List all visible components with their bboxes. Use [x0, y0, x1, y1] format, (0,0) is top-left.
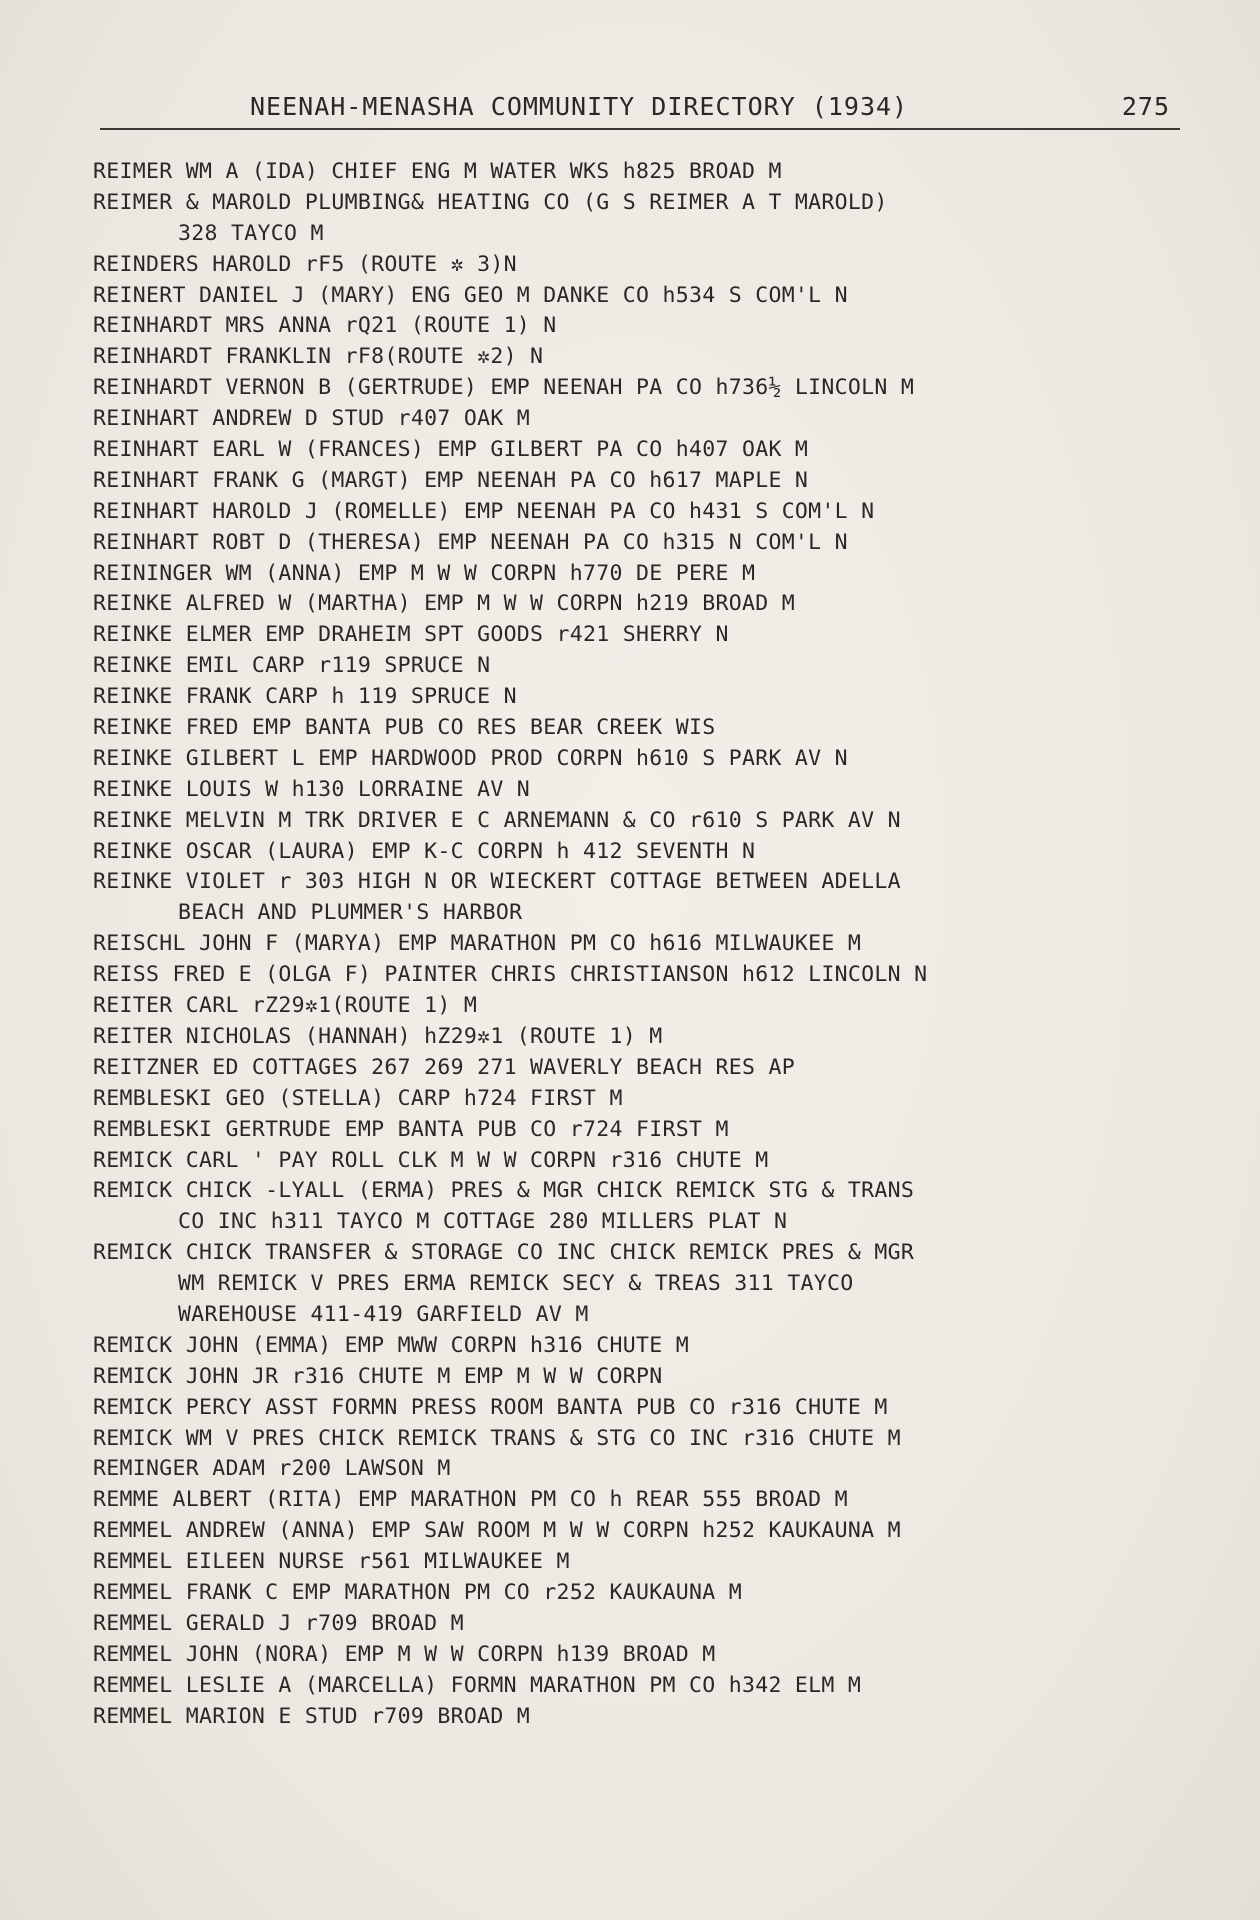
directory-entry: REMICK JOHN JR r316 CHUTE M EMP M W W CORPN [93, 1363, 663, 1389]
directory-entry: REINHART HAROLD J (ROMELLE) EMP NEENAH PA CO h431 S COM'L N [93, 498, 875, 524]
directory-entry: REMMEL LESLIE A (MARCELLA) FORMN MARATHON PM CO h342 ELM M [93, 1672, 862, 1698]
page-title: NEENAH-MENASHA COMMUNITY DIRECTORY (1934) [250, 92, 909, 121]
directory-entry: REMMEL FRANK C EMP MARATHON PM CO r252 KAUKAUNA M [93, 1579, 742, 1605]
directory-entry: REINKE OSCAR (LAURA) EMP K-C CORPN h 412 SEVENTH N [93, 838, 756, 864]
page-header [250, 92, 1170, 132]
directory-entry: REMICK PERCY ASST FORMN PRESS ROOM BANTA PUB CO r316 CHUTE M [93, 1394, 888, 1420]
directory-entry: REINKE MELVIN M TRK DRIVER E C ARNEMANN & CO r610 S PARK AV N [93, 807, 901, 833]
directory-entry: REINKE FRED EMP BANTA PUB CO RES BEAR CREEK WIS [93, 715, 716, 741]
directory-entry: REMMEL EILEEN NURSE r561 MILWAUKEE M [93, 1549, 570, 1575]
directory-entry: REMBLESKI GERTRUDE EMP BANTA PUB CO r724 FIRST M [93, 1116, 729, 1142]
directory-entry: REMBLESKI GEO (STELLA) CARP h724 FIRST M [93, 1085, 623, 1111]
directory-entry: REINHART EARL W (FRANCES) EMP GILBERT PA CO h407 OAK M [93, 437, 809, 463]
page-number: 275 [1121, 92, 1170, 121]
directory-entry: REMICK CHICK -LYALL (ERMA) PRES & MGR CHICK REMICK STG & TRANS [93, 1178, 915, 1204]
directory-entry: REINKE FRANK CARP h 119 SPRUCE N [93, 684, 517, 710]
directory-entry: REMMEL GERALD J r709 BROAD M [93, 1610, 464, 1636]
directory-entry: REIMER WM A (IDA) CHIEF ENG M WATER WKS h825 BROAD M [93, 159, 782, 184]
directory-entry: REMICK WM V PRES CHICK REMICK TRANS & STG CO INC r316 CHUTE M [93, 1425, 901, 1451]
directory-entry: REMMEL JOHN (NORA) EMP M W W CORPN h139 BROAD M [93, 1641, 716, 1667]
directory-entry: REMICK JOHN (EMMA) EMP MWW CORPN h316 CHUTE M [93, 1332, 689, 1358]
directory-entry: REISS FRED E (OLGA F) PAINTER CHRIS CHRISTIANSON h612 LINCOLN N [93, 962, 928, 988]
directory-entries [93, 157, 1203, 1732]
directory-entry: REINKE ALFRED W (MARTHA) EMP M W W CORPN h219 BROAD M [93, 591, 795, 617]
directory-entry: REINKE GILBERT L EMP HARDWOOD PROD CORPN h610 S PARK AV N [93, 745, 848, 771]
directory-entry: REINKE EMIL CARP r119 SPRUCE N [93, 653, 491, 679]
directory-entry: REISCHL JOHN F (MARYA) EMP MARATHON PM CO h616 MILWAUKEE M [93, 931, 862, 957]
header-rule [100, 128, 1180, 130]
directory-entry: REITER CARL rZ29✲1(ROUTE 1) M [93, 993, 478, 1019]
directory-entry: REINHARDT VERNON B (GERTRUDE) EMP NEENAH PA CO h736½ LINCOLN M [93, 375, 915, 401]
directory-entry-continuation: WAREHOUSE 411-419 GARFIELD AV M [178, 1301, 589, 1327]
directory-entry: REITER NICHOLAS (HANNAH) hZ29✲1 (ROUTE 1) M [93, 1023, 663, 1049]
directory-entry: REINKE ELMER EMP DRAHEIM SPT GOODS r421 SHERRY N [93, 622, 729, 648]
directory-entry: REINKE LOUIS W h130 LORRAINE AV N [93, 776, 531, 802]
directory-entry: REININGER WM (ANNA) EMP M W W CORPN h770 DE PERE M [93, 560, 756, 586]
directory-entry: REIMER & MAROLD PLUMBING& HEATING CO (G S REIMER A T MAROLD) [93, 189, 888, 215]
directory-entry: REINHART ANDREW D STUD r407 OAK M [93, 406, 531, 432]
directory-entry-continuation: CO INC h311 TAYCO M COTTAGE 280 MILLERS PLAT N [178, 1209, 788, 1235]
directory-entry: REINDERS HAROLD rF5 (ROUTE ✲ 3)N [93, 251, 517, 277]
directory-entry: REMMEL MARION E STUD r709 BROAD M [93, 1703, 531, 1729]
directory-entry: REINHART ROBT D (THERESA) EMP NEENAH PA CO h315 N COM'L N [93, 529, 848, 555]
directory-entry: REMICK CHICK TRANSFER & STORAGE CO INC CHICK REMICK PRES & MGR [93, 1240, 915, 1266]
directory-entry: REMME ALBERT (RITA) EMP MARATHON PM CO h REAR 555 BROAD M [93, 1487, 848, 1513]
directory-entry: REINHART FRANK G (MARGT) EMP NEENAH PA CO h617 MAPLE N [93, 467, 809, 493]
directory-entry: REINERT DANIEL J (MARY) ENG GEO M DANKE CO h534 S COM'L N [93, 282, 848, 308]
directory-entry-continuation: WM REMICK V PRES ERMA REMICK SECY & TREAS 311 TAYCO [178, 1271, 854, 1297]
directory-entry: REINHARDT MRS ANNA rQ21 (ROUTE 1) N [93, 313, 557, 339]
directory-entry: REINHARDT FRANKLIN rF8(ROUTE ✲2) N [93, 344, 544, 370]
directory-entry: REMMEL ANDREW (ANNA) EMP SAW ROOM M W W CORPN h252 KAUKAUNA M [93, 1518, 901, 1544]
directory-entry: REINKE VIOLET r 303 HIGH N OR WIECKERT COTTAGE BETWEEN ADELLA [93, 869, 901, 895]
directory-entry: REMINGER ADAM r200 LAWSON M [93, 1456, 451, 1482]
directory-entry-continuation: BEACH AND PLUMMER'S HARBOR [178, 900, 523, 926]
directory-entry-continuation: 328 TAYCO M [178, 220, 324, 246]
directory-entry: REITZNER ED COTTAGES 267 269 271 WAVERLY BEACH RES AP [93, 1054, 795, 1080]
directory-entry: REMICK CARL ' PAY ROLL CLK M W W CORPN r316 CHUTE M [93, 1147, 769, 1173]
